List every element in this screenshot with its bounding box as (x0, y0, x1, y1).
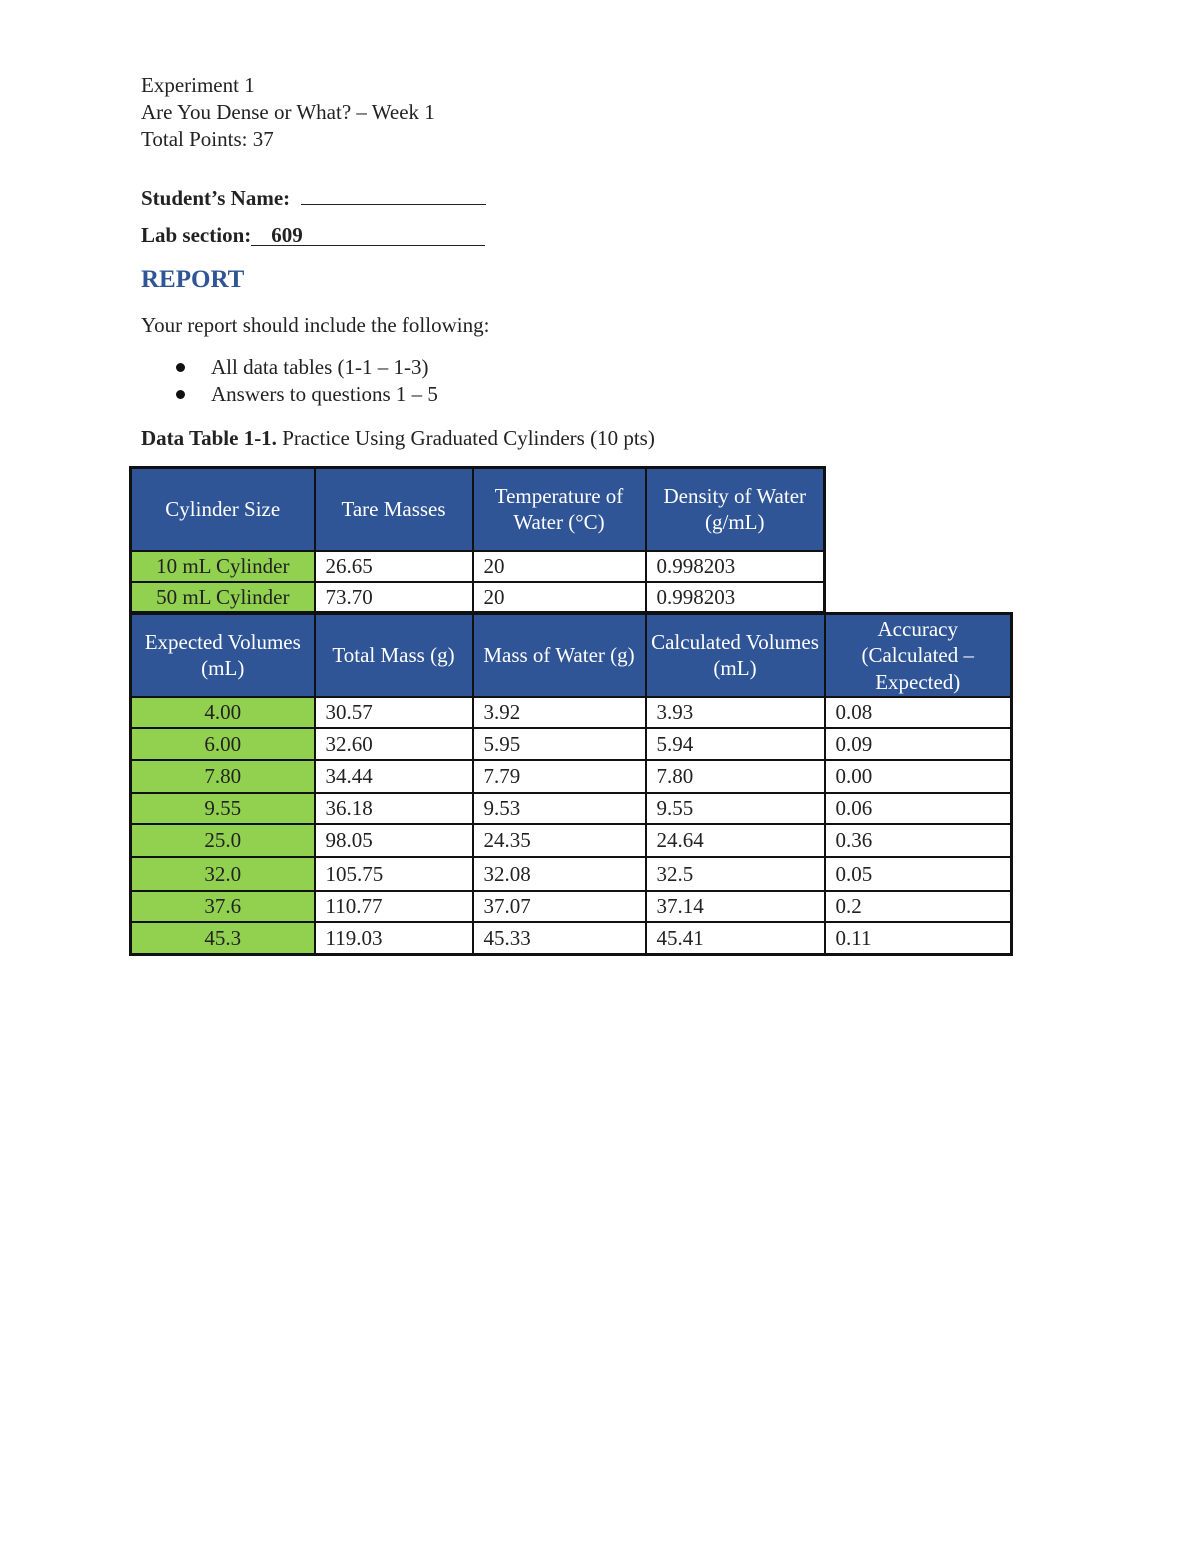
cell-mass-of-water: 3.92 (473, 697, 646, 728)
cell-total-mass: 119.03 (315, 922, 473, 955)
cell-expected-volume: 32.0 (131, 857, 315, 891)
bullet-dot (176, 363, 185, 372)
header-calculated-volumes: Calculated Volumes (mL) (646, 614, 825, 697)
cell-accuracy: 0.06 (825, 793, 1012, 824)
table-row (131, 922, 1012, 955)
cell-accuracy: 0.00 (825, 760, 1012, 793)
cell-density: 0.998203 (646, 582, 825, 613)
table-row (131, 824, 1012, 857)
cell-total-mass: 105.75 (315, 857, 473, 891)
cell-mass-of-water: 45.33 (473, 922, 646, 955)
cell-total-mass: 36.18 (315, 793, 473, 824)
cell-expected-volume: 6.00 (131, 728, 315, 760)
cell-total-mass: 98.05 (315, 824, 473, 857)
header-density: Density of Water (g/mL) (646, 468, 825, 551)
cell-expected-volume: 37.6 (131, 891, 315, 922)
cell-calculated-volume: 37.14 (646, 891, 825, 922)
cell-total-mass: 32.60 (315, 728, 473, 760)
cylinder-table (129, 466, 826, 614)
table-row (131, 857, 1012, 891)
cell-calculated-volume: 5.94 (646, 728, 825, 760)
cell-accuracy: 0.05 (825, 857, 1012, 891)
cell-accuracy: 0.09 (825, 728, 1012, 760)
cell-mass-of-water: 5.95 (473, 728, 646, 760)
lab-section-field: 609 (251, 222, 485, 246)
table-caption-label: Data Table 1-1. (141, 426, 277, 450)
header-expected-volumes: Expected Volumes (mL) (131, 614, 315, 697)
total-points: Total Points: 37 (141, 127, 274, 151)
table-row (131, 728, 1012, 760)
bullet-item-questions: Answers to questions 1 – 5 (211, 382, 438, 406)
cell-total-mass: 30.57 (315, 697, 473, 728)
table-row (131, 891, 1012, 922)
cell-mass-of-water: 32.08 (473, 857, 646, 891)
table-row (131, 793, 1012, 824)
student-name-row (141, 180, 486, 212)
cell-mass-of-water: 7.79 (473, 760, 646, 793)
cell-accuracy: 0.2 (825, 891, 1012, 922)
header-accuracy: Accuracy (Calculated – Expected) (825, 614, 1012, 697)
bullet-dot (176, 390, 185, 399)
cell-temperature: 20 (473, 551, 646, 582)
table-row (131, 697, 1012, 728)
cell-tare-mass: 73.70 (315, 582, 473, 613)
cell-calculated-volume: 7.80 (646, 760, 825, 793)
cell-calculated-volume: 3.93 (646, 697, 825, 728)
student-name-label: Student’s Name: (141, 186, 291, 210)
cell-expected-volume: 9.55 (131, 793, 315, 824)
cell-total-mass: 34.44 (315, 760, 473, 793)
table-caption-text: Practice Using Graduated Cylinders (10 pts) (276, 426, 655, 450)
cell-accuracy: 0.08 (825, 697, 1012, 728)
header-mass-of-water: Mass of Water (g) (473, 614, 646, 697)
cell-expected-volume: 45.3 (131, 922, 315, 955)
cell-calculated-volume: 9.55 (646, 793, 825, 824)
report-heading: REPORT (141, 266, 245, 293)
cell-accuracy: 0.36 (825, 824, 1012, 857)
cell-mass-of-water: 24.35 (473, 824, 646, 857)
cell-total-mass: 110.77 (315, 891, 473, 922)
cylinder-table-header-row (131, 468, 825, 551)
lab-section-row (141, 222, 485, 249)
cell-mass-of-water: 37.07 (473, 891, 646, 922)
header-cylinder-size: Cylinder Size (131, 468, 315, 551)
report-intro: Your report should include the following: (141, 313, 490, 337)
student-name-field (301, 180, 486, 205)
cell-cylinder-size: 10 mL Cylinder (131, 551, 315, 582)
volume-table-header-row (131, 614, 1012, 697)
volume-table (129, 612, 1013, 956)
cell-mass-of-water: 9.53 (473, 793, 646, 824)
cell-tare-mass: 26.65 (315, 551, 473, 582)
table-row (131, 760, 1012, 793)
header-temperature: Temperature of Water (°C) (473, 468, 646, 551)
table-row (131, 582, 825, 613)
cell-density: 0.998203 (646, 551, 825, 582)
table-caption (141, 425, 655, 452)
cell-expected-volume: 7.80 (131, 760, 315, 793)
header-tare-masses: Tare Masses (315, 468, 473, 551)
bullet-item-data-tables: All data tables (1-1 – 1-3) (211, 355, 429, 379)
cell-cylinder-size: 50 mL Cylinder (131, 582, 315, 613)
volume-table-body (131, 697, 1012, 955)
header-total-mass: Total Mass (g) (315, 614, 473, 697)
experiment-subtitle: Are You Dense or What? – Week 1 (141, 100, 435, 124)
cell-temperature: 20 (473, 582, 646, 613)
cell-calculated-volume: 32.5 (646, 857, 825, 891)
lab-section-label: Lab section: (141, 223, 252, 247)
cell-calculated-volume: 24.64 (646, 824, 825, 857)
cell-expected-volume: 4.00 (131, 697, 315, 728)
table-row (131, 551, 825, 582)
cell-accuracy: 0.11 (825, 922, 1012, 955)
cell-calculated-volume: 45.41 (646, 922, 825, 955)
cell-expected-volume: 25.0 (131, 824, 315, 857)
experiment-title: Experiment 1 (141, 73, 255, 97)
